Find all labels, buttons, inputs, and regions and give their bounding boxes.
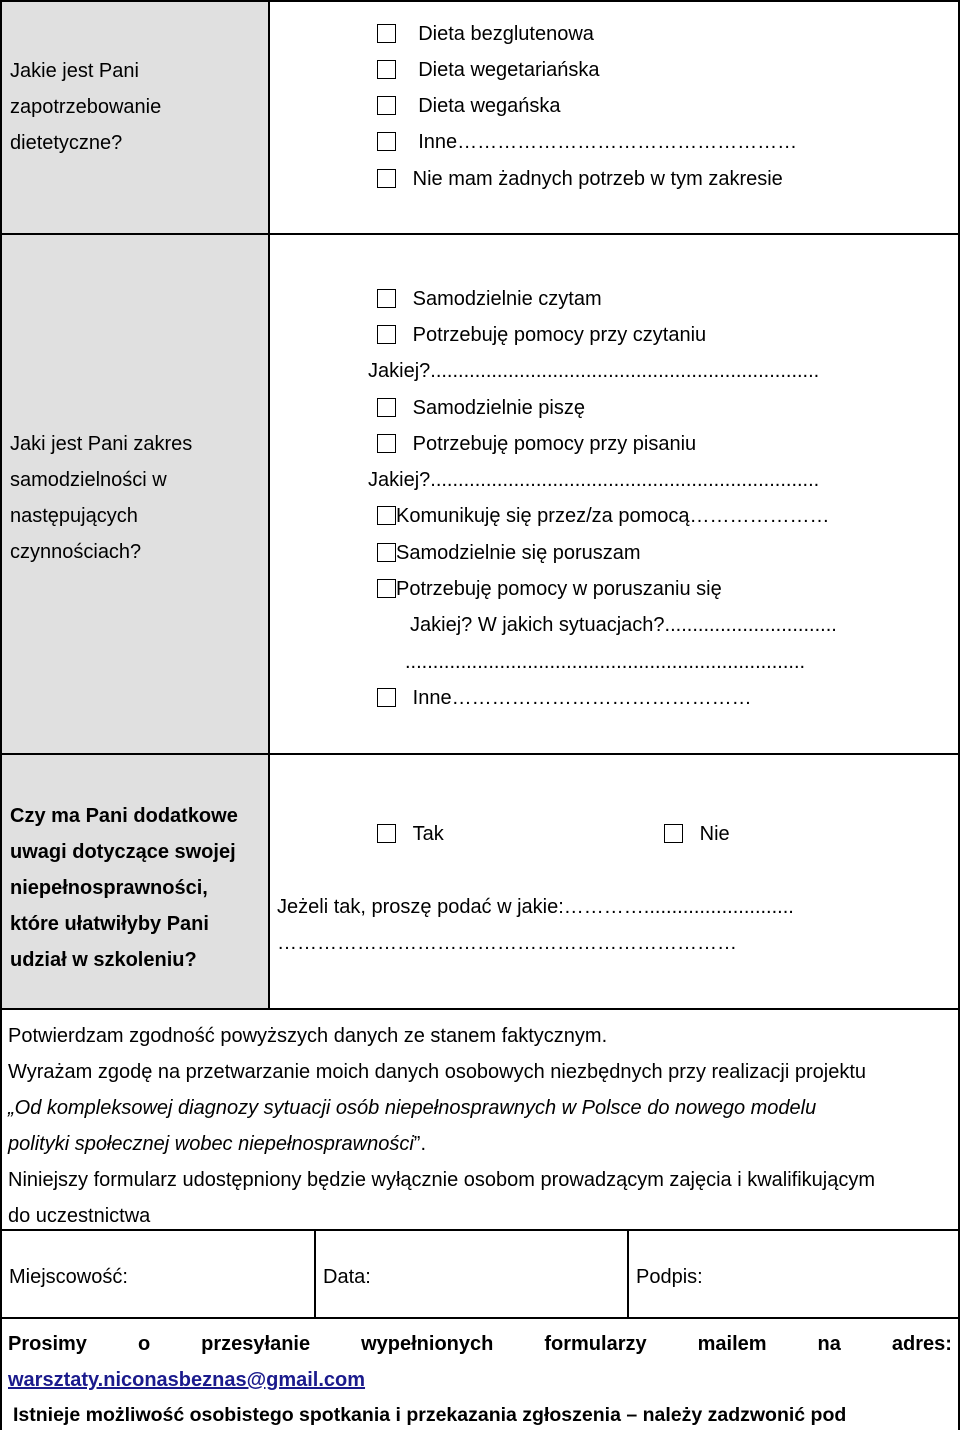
signature-cell[interactable] xyxy=(629,1231,958,1317)
option-independence-other[interactable]: Inne……………………………………… xyxy=(377,680,752,716)
diet-option-none[interactable]: Nie mam żadnych potrzeb w tym zakresie xyxy=(377,161,783,197)
option-communicate[interactable]: Komunikuję się przez/za pomocą………………… xyxy=(377,498,829,534)
option-write-help[interactable]: Potrzebuję pomocy przy pisaniu xyxy=(377,426,696,462)
checkbox[interactable] xyxy=(377,132,396,151)
independence-row xyxy=(0,235,960,753)
diet-question-cell xyxy=(2,2,270,233)
remarks-details-cont[interactable]: …………………………………………………………… xyxy=(277,932,737,954)
diet-question: Jakie jest Pani zapotrzebowanie dietetyczne? xyxy=(10,60,162,154)
independence-answer-cell xyxy=(270,235,958,753)
signature-row xyxy=(0,1229,960,1319)
email-link[interactable]: warsztaty.niconasbeznas@gmail.com xyxy=(8,1369,366,1391)
remarks-answer-cell xyxy=(270,755,958,1008)
checkbox[interactable] xyxy=(377,824,396,843)
checkbox[interactable] xyxy=(377,60,396,79)
diet-option-vegetarian[interactable]: Dieta wegetariańska xyxy=(377,52,599,88)
checkbox[interactable] xyxy=(377,579,396,598)
move-help-details[interactable]: Jakiej? W jakich sytuacjach?............................... xyxy=(410,614,837,636)
option-write-self[interactable]: Samodzielnie piszę xyxy=(377,390,585,426)
checkbox[interactable] xyxy=(377,543,396,562)
meeting-note: Istnieje możliwość osobistego spotkania i przekazania zgłoszenia – należy zadzwonić pod xyxy=(13,1404,847,1426)
remarks-details-field[interactable]: Jeżeli tak, proszę podać w jakie:…………........................... xyxy=(277,896,794,918)
diet-option-gluten-free[interactable]: Dieta bezglutenowa xyxy=(377,16,594,52)
diet-option-vegan[interactable]: Dieta wegańska xyxy=(377,88,561,124)
checkbox[interactable] xyxy=(377,96,396,115)
diet-row xyxy=(0,0,960,233)
diet-option-other[interactable]: Inne…………………………………………… xyxy=(377,124,797,160)
remarks-row xyxy=(0,755,960,1008)
checkbox[interactable] xyxy=(377,289,396,308)
move-help-details-cont[interactable]: ........................................................................ xyxy=(405,651,806,673)
remarks-no-option[interactable]: Nie xyxy=(664,816,730,852)
checkbox[interactable] xyxy=(377,325,396,344)
write-help-details[interactable]: Jakiej?...................................................................... xyxy=(368,469,820,491)
date-label: Data: xyxy=(323,1266,371,1288)
consent-text: Potwierdzam zgodność powyższych danych ze stanem faktycznym. Wyrażam zgodę na przetwarzanie moich danych osobowych niezbędnych przy realizacji projektu „Od kompleksowej diagnozy sytuacji osób niepełnosprawnych w Polsce do nowego modelu polityki społecznej wobec niepełnosprawności”. Niniejszy formularz udostępniony będzie wyłącznie osobom prowadzącym zajęcia i kwalifikującym do uczestnictwa xyxy=(8,1025,876,1227)
option-read-self[interactable]: Samodzielnie czytam xyxy=(377,281,602,317)
checkbox[interactable] xyxy=(377,24,396,43)
email-request: Prosimy o przesyłanie wypełnionych formularzy mailem na adres: xyxy=(8,1333,952,1355)
remarks-question: Czy ma Pani dodatkowe uwagi dotyczące swojej niepełnosprawności, które ułatwiłyby Pani udział w szkoleniu? xyxy=(10,805,238,971)
read-help-details[interactable]: Jakiej?...................................................................... xyxy=(368,360,820,382)
checkbox[interactable] xyxy=(377,398,396,417)
place-cell[interactable] xyxy=(2,1231,316,1317)
remarks-question-cell xyxy=(2,755,270,1008)
independence-question-cell xyxy=(2,235,270,753)
independence-question: Jaki jest Pani zakres samodzielności w następujących czynnościach? xyxy=(10,433,193,563)
option-read-help[interactable]: Potrzebuję pomocy przy czytaniu xyxy=(377,317,706,353)
place-label: Miejscowość: xyxy=(9,1266,128,1288)
email-link-wrap xyxy=(8,1362,365,1398)
consent-block xyxy=(0,1010,960,1229)
checkbox[interactable] xyxy=(377,688,396,707)
signature-label: Podpis: xyxy=(636,1266,703,1288)
footer-block xyxy=(0,1319,960,1430)
checkbox[interactable] xyxy=(664,824,683,843)
option-move-self[interactable]: Samodzielnie się poruszam xyxy=(377,535,641,571)
diet-answer-cell xyxy=(270,2,958,233)
checkbox[interactable] xyxy=(377,506,396,525)
checkbox[interactable] xyxy=(377,169,396,188)
option-move-help[interactable]: Potrzebuję pomocy w poruszaniu się xyxy=(377,571,722,607)
date-cell[interactable] xyxy=(316,1231,629,1317)
checkbox[interactable] xyxy=(377,434,396,453)
remarks-yes-option[interactable]: Tak xyxy=(377,816,444,852)
